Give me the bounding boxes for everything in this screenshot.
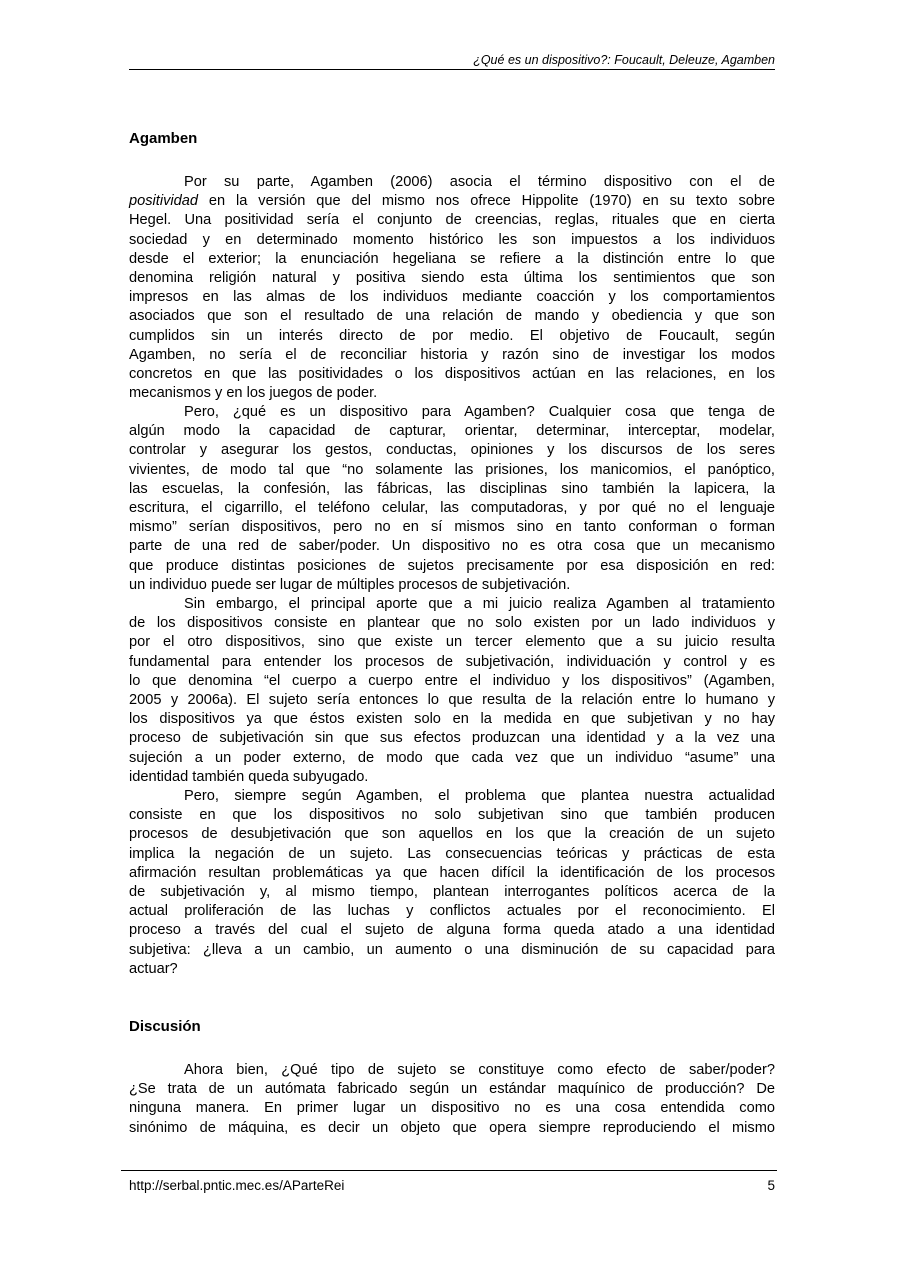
text-line: sociedad y en determinado momento histórico les son impuestos a los individuos [129,231,775,248]
text-line: afirmación resultan problemáticas ya que hacen difícil la identificación de los procesos [129,864,775,881]
text-line: fundamental para entender los procesos de subjetivación, individuación y control y es [129,653,775,670]
text-line: identidad también queda subyugado. [129,768,369,785]
footer-rule [121,1170,777,1171]
paragraph [129,595,775,787]
text-line: concretos en que las positividades o los dispositivos actúan en las relaciones, en los [129,365,775,382]
text-line: Por su parte, Agamben (2006) asocia el término dispositivo con el de [184,174,775,190]
text-line: impresos en las almas de los individuos mediante coacción y los comportamientos [129,289,775,306]
text-line: vivientes, de modo tal que “no solamente las prisiones, los manicomios, el panóptico, [129,461,775,478]
text-line: sinónimo de máquina, es decir un objeto que opera siempre reproduciendo el mismo [129,1119,775,1136]
text-line: Pero, ¿qué es un dispositivo para Agamben? Cualquier cosa que tenga de [184,404,775,420]
text-line: algún modo la capacidad de capturar, orientar, determinar, interceptar, modelar, [129,423,775,440]
text-line: desde el exterior; la enunciación hegeliana se refiere a la distinción entre lo que [129,250,775,267]
text-line: controlar y asegurar los gestos, conductas, opiniones y los discursos de los seres [129,442,775,459]
section-heading-agamben: Agamben [129,130,198,147]
text-line: procesos de desubjetivación que son aquellos en los que la creación de un sujeto [129,826,775,843]
text-line [129,192,775,211]
text-line: mismo” serían dispositivos, pero no en sí mismos sino en tanto conforman o forman [129,519,775,536]
text-line: actual proliferación de las luchas y conflictos actuales por el reconocimiento. El [129,903,775,920]
text-line: mecanismos y en los juegos de poder. [129,385,378,402]
text-segment: en la versión que del mismo nos ofrece Hippolite (1970) en su texto sobre [197,193,775,210]
running-header-title: ¿Qué es un dispositivo?: Foucault, Deleuze, Agamben [473,53,775,67]
text-line: ¿Se trata de un autómata fabricado según un estándar maquínico de producción? De [129,1081,775,1098]
footer-url[interactable]: http://serbal.pntic.mec.es/AParteRei [129,1178,345,1193]
text-line: los dispositivos ya que éstos existen solo en la medida en que subjetivan y no hay [129,711,775,728]
text-line: 2005 y 2006a). El sujeto sería entonces lo que resulta de la relación entre lo humano y [129,691,775,708]
running-header [129,52,775,70]
text-line: parte de una red de saber/poder. Un dispositivo no es otra cosa que un mecanismo [129,538,775,555]
text-line: consiste en que los dispositivos no solo subjetivan sino que también producen [129,807,775,824]
text-line: lo que denomina “el cuerpo a cuerpo entre el individuo y los dispositivos” (Agamben, [129,672,775,689]
paragraph [129,787,775,979]
italic-term: positividad [129,193,198,210]
text-line: denomina religión natural y positiva siendo esta última los sentimientos que son [129,269,775,286]
paragraph [129,173,775,403]
text-line: Hegel. Una positividad sería el conjunto de creencias, reglas, rituales que en cierta [129,212,775,229]
text-line: las escuelas, la confesión, las fábricas, las disciplinas sino también la lapicera, la [129,480,775,497]
text-line: que produce distintas posiciones de sujetos precisamente por esa disposición en red: [129,557,775,574]
text-line: subjetiva: ¿lleva a un cambio, un aumento o una disminución de su capacidad para [129,941,775,958]
text-line: un individuo puede ser lugar de múltiples procesos de subjetivación. [129,576,571,593]
text-line: implica la negación de un sujeto. Las consecuencias teóricas y prácticas de esta [129,845,775,862]
text-line: proceso a través del cual el sujeto de alguna forma queda atado a una identidad [129,922,775,939]
text-line: cumplidos sin un interés directo de por medio. El objetivo de Foucault, según [129,327,775,344]
text-line: ninguna manera. En primer lugar un dispositivo no es una cosa entendida como [129,1100,775,1117]
page-number: 5 [767,1178,775,1193]
text-line: actuar? [129,960,178,977]
text-line: Ahora bien, ¿Qué tipo de sujeto se constituye como efecto de saber/poder? [184,1062,775,1078]
text-line: Pero, siempre según Agamben, el problema que plantea nuestra actualidad [184,788,775,804]
text-line: de los dispositivos consiste en plantear que no solo existen por un lado individuos y [129,615,775,632]
paragraph [129,1061,775,1138]
text-line: escritura, el cigarrillo, el teléfono celular, las computadoras, y por qué no el lenguaje [129,499,775,516]
text-line: Agamben, no sería el de reconciliar historia y razón sino de investigar los modos [129,346,775,363]
section-heading-discusion: Discusión [129,1018,201,1035]
text-line: proceso de subjetivación sin que sus efectos produzcan una identidad y a la vez una [129,730,775,747]
text-line: de subjetivación y, al mismo tiempo, plantean interrogantes políticos acerca de la [129,883,775,900]
text-line: Sin embargo, el principal aporte que a mi juicio realiza Agamben al tratamiento [184,596,775,612]
paragraph [129,403,775,595]
text-line: sujeción a un poder externo, de modo que cada vez que un individuo “asume” una [129,749,775,766]
text-line: por el otro dispositivos, sino que existe un tercer elemento que a su juicio resulta [129,634,775,651]
text-line: asociados que son el resultado de una relación de mando y obediencia y que son [129,308,775,325]
